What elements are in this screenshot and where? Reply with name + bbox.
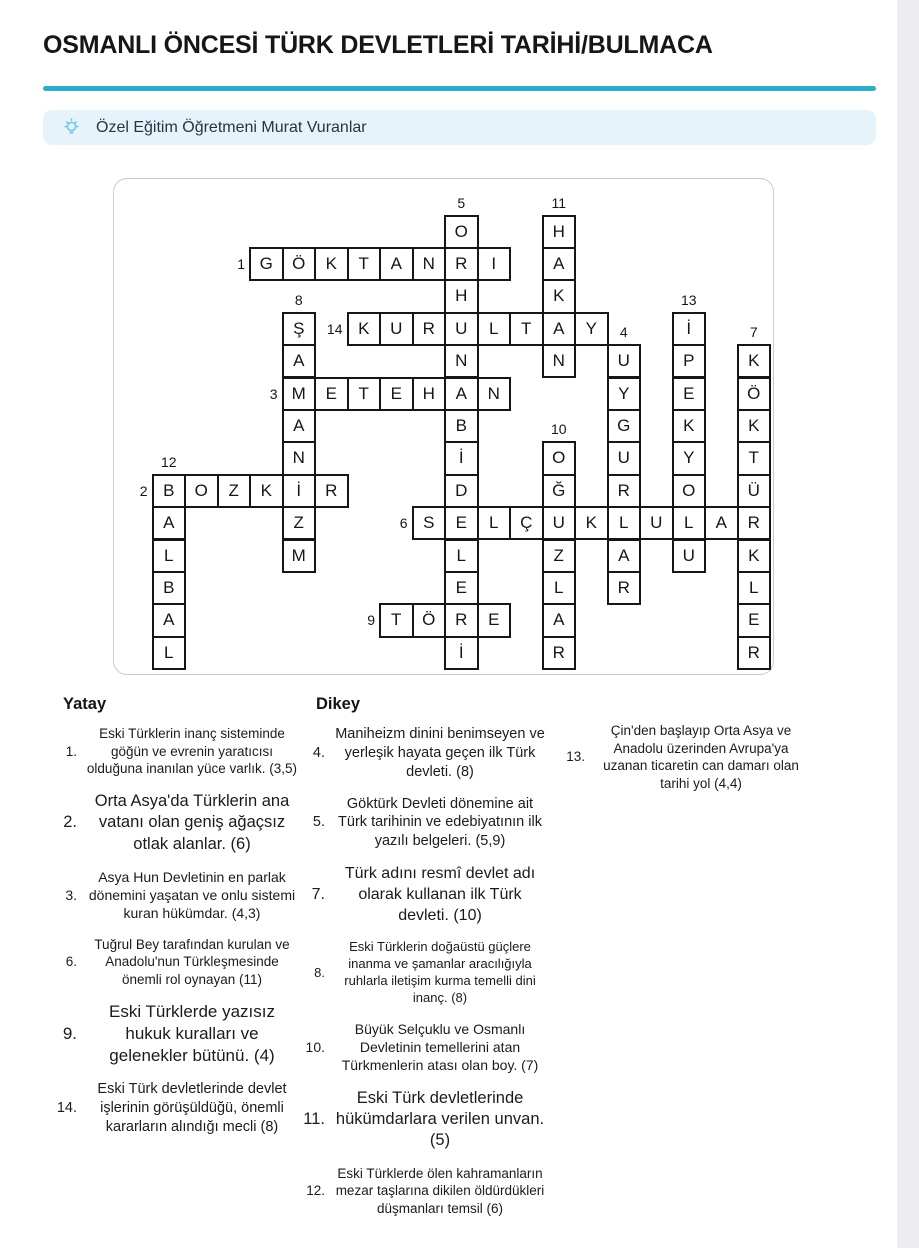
across-clue-list bbox=[48, 725, 300, 1137]
grid-cell: T bbox=[347, 377, 382, 411]
grid-cell: K bbox=[737, 539, 772, 573]
clue-number: 9. bbox=[62, 1024, 77, 1044]
clue-number-label: 8 bbox=[294, 291, 303, 308]
grid-cell: A bbox=[542, 603, 577, 637]
grid-cell: B bbox=[152, 571, 187, 605]
grid-cell: A bbox=[379, 247, 414, 281]
clue-item bbox=[296, 1165, 548, 1218]
grid-cell: N bbox=[444, 344, 479, 378]
grid-cell: K bbox=[737, 409, 772, 443]
grid-cell: B bbox=[444, 409, 479, 443]
down-clue-list bbox=[296, 725, 548, 1218]
author-banner bbox=[43, 110, 876, 145]
clue-text: Tuğrul Bey tarafından kurulan ve Anadolu'nun Türkleşmesinde önemli rol oynayan (11) bbox=[94, 936, 290, 987]
clue-number-label: 5 bbox=[457, 194, 466, 211]
grid-cell: Z bbox=[542, 539, 577, 573]
clue-item bbox=[48, 1080, 300, 1137]
clue-number-label: 13 bbox=[680, 291, 697, 308]
clue-text: Büyük Selçuklu ve Osmanlı Devletinin temellerini atan Türkmenlerin atası olan boy. (7) bbox=[341, 1021, 539, 1074]
grid-cell: T bbox=[737, 441, 772, 475]
clue-text: Türk adını resmî devlet adı olarak kullanan ilk Türk devleti. (10) bbox=[344, 865, 536, 924]
grid-cell: H bbox=[542, 215, 577, 249]
grid-cell: Y bbox=[574, 312, 609, 346]
title-divider bbox=[43, 86, 876, 91]
clue-item bbox=[296, 939, 548, 1007]
clue-item bbox=[296, 725, 548, 782]
grid-cell: R bbox=[737, 636, 772, 670]
down-header: Dikey bbox=[316, 695, 361, 713]
grid-cell: R bbox=[607, 571, 642, 605]
grid-cell: Ö bbox=[412, 603, 447, 637]
clue-item bbox=[296, 795, 548, 852]
grid-cell: H bbox=[412, 377, 447, 411]
grid-cell: I bbox=[477, 247, 512, 281]
down-clues-column bbox=[296, 695, 548, 1231]
grid-cell: E bbox=[477, 603, 512, 637]
clue-number: 2. bbox=[63, 813, 77, 832]
clue-item bbox=[48, 936, 300, 989]
crossword-grid bbox=[114, 179, 773, 674]
clue-number-label: 6 bbox=[399, 515, 408, 532]
grid-cell: Ğ bbox=[542, 474, 577, 508]
grid-cell: L bbox=[444, 539, 479, 573]
grid-cell: K bbox=[574, 506, 609, 540]
clue-text: Eski Türk devletlerinde devlet işlerinin görüşüldüğü, önemli kararların alındığı mecli (8) bbox=[97, 1081, 287, 1136]
grid-cell: U bbox=[542, 506, 577, 540]
grid-cell: D bbox=[444, 474, 479, 508]
down-extra-clue-list bbox=[556, 722, 810, 792]
grid-cell: L bbox=[607, 506, 642, 540]
clue-number-label: 1 bbox=[237, 256, 245, 273]
grid-cell: İ bbox=[282, 474, 317, 508]
grid-cell: G bbox=[607, 409, 642, 443]
clue-number: 12. bbox=[306, 1183, 325, 1199]
clue-text: Asya Hun Devletinin en parlak dönemini yaşatan ve onlu sistemi kuran hükümdar. (4,3) bbox=[88, 868, 296, 922]
clue-text: Eski Türklerin doğaüstü güçlere inanma ve şamanlar aracılığıyla ruhlarla iletişim kurma temelli dini inanç. (8) bbox=[344, 939, 536, 1006]
clue-text: Eski Türk devletlerinde hükümdarlara verilen unvan. (5) bbox=[335, 1088, 545, 1150]
grid-cell: Ü bbox=[737, 474, 772, 508]
clue-item bbox=[296, 864, 548, 926]
lightbulb-icon bbox=[60, 116, 83, 139]
clue-item bbox=[48, 868, 300, 923]
grid-cell: K bbox=[672, 409, 707, 443]
grid-cell: U bbox=[444, 312, 479, 346]
clue-item bbox=[296, 1020, 548, 1075]
grid-cell: Z bbox=[217, 474, 252, 508]
grid-cell: A bbox=[282, 409, 317, 443]
grid-cell: T bbox=[379, 603, 414, 637]
clue-text: Göktürk Devleti dönemine ait Türk tarihinin ve edebiyatının ilk yazılı belgeleri. (5,9) bbox=[338, 795, 542, 850]
grid-cell: U bbox=[639, 506, 674, 540]
grid-cell: L bbox=[672, 506, 707, 540]
clue-number: 11. bbox=[303, 1110, 325, 1129]
clue-text: Maniheizm dinini benimseyen ve yerleşik hayata geçen ilk Türk devleti. (8) bbox=[335, 726, 545, 780]
clue-number-label: 7 bbox=[749, 324, 758, 341]
grid-cell: P bbox=[672, 344, 707, 378]
grid-cell: N bbox=[477, 377, 512, 411]
grid-cell: R bbox=[444, 603, 479, 637]
clue-number: 14. bbox=[56, 1100, 77, 1117]
clue-item bbox=[556, 722, 810, 792]
clue-number-label: 9 bbox=[367, 612, 375, 629]
grid-cell: T bbox=[347, 247, 382, 281]
clue-number-label: 2 bbox=[139, 482, 148, 499]
grid-cell: L bbox=[542, 571, 577, 605]
grid-cell: L bbox=[477, 312, 512, 346]
grid-cell: S bbox=[412, 506, 447, 540]
grid-cell: A bbox=[152, 506, 187, 540]
clue-text: Eski Türklerin inanç sisteminde göğün ve evrenin yaratıcısı olduğuna inanılan yüce varlık. (3,5) bbox=[86, 726, 298, 777]
clue-text: Orta Asya'da Türklerin ana vatanı olan geniş ağaçsız otlak alanlar. (6) bbox=[94, 791, 290, 853]
clue-number: 5. bbox=[312, 814, 325, 831]
grid-cell: N bbox=[282, 441, 317, 475]
grid-cell: E bbox=[444, 571, 479, 605]
grid-cell: L bbox=[152, 636, 187, 670]
page-title: OSMANLI ÖNCESİ TÜRK DEVLETLERİ TARİHİ/BULMACA bbox=[43, 31, 713, 59]
clue-item bbox=[48, 1001, 300, 1067]
clue-number-label: 10 bbox=[550, 421, 567, 438]
clue-number: 4. bbox=[312, 744, 325, 761]
grid-cell: Ö bbox=[737, 377, 772, 411]
grid-cell: N bbox=[412, 247, 447, 281]
grid-cell: E bbox=[737, 603, 772, 637]
grid-cell: K bbox=[347, 312, 382, 346]
grid-cell: U bbox=[607, 344, 642, 378]
grid-cell: İ bbox=[444, 636, 479, 670]
grid-cell: E bbox=[672, 377, 707, 411]
clue-item bbox=[48, 791, 300, 855]
grid-cell: İ bbox=[672, 312, 707, 346]
crossword-card bbox=[113, 178, 774, 675]
grid-cell: R bbox=[607, 474, 642, 508]
clue-number-label: 11 bbox=[551, 194, 567, 211]
clue-text: Eski Türklerde ölen kahramanların mezar taşlarına dikilen öldürdükleri düşmanları temsil (6) bbox=[335, 1165, 545, 1216]
grid-cell: Y bbox=[672, 441, 707, 475]
grid-cell: T bbox=[509, 312, 544, 346]
grid-cell: L bbox=[152, 539, 187, 573]
grid-cell: A bbox=[542, 247, 577, 281]
grid-cell: E bbox=[379, 377, 414, 411]
grid-cell: L bbox=[477, 506, 512, 540]
grid-cell: K bbox=[314, 247, 349, 281]
clue-number: 6. bbox=[65, 954, 77, 970]
grid-cell: R bbox=[737, 506, 772, 540]
grid-cell: O bbox=[542, 441, 577, 475]
grid-cell: N bbox=[542, 344, 577, 378]
grid-cell: R bbox=[542, 636, 577, 670]
clue-number: 1. bbox=[65, 743, 77, 759]
grid-cell: A bbox=[444, 377, 479, 411]
grid-cell: U bbox=[379, 312, 414, 346]
across-header: Yatay bbox=[63, 695, 107, 713]
grid-cell: İ bbox=[444, 441, 479, 475]
grid-cell: B bbox=[152, 474, 187, 508]
clue-number-label: 12 bbox=[160, 453, 177, 470]
author-text: Özel Eğitim Öğretmeni Murat Vuranlar bbox=[96, 118, 367, 136]
grid-cell: K bbox=[249, 474, 284, 508]
clue-number: 3. bbox=[65, 887, 77, 904]
grid-cell: R bbox=[314, 474, 349, 508]
clue-text: Çin'den başlayıp Orta Asya ve Anadolu üzerinden Avrupa'ya uzanan ticaretin can damarı olan tarihi yol (4,4) bbox=[603, 723, 799, 791]
grid-cell: Ö bbox=[282, 247, 317, 281]
clue-item bbox=[48, 725, 300, 778]
grid-cell: O bbox=[672, 474, 707, 508]
grid-cell: U bbox=[607, 441, 642, 475]
clue-number: 13. bbox=[566, 749, 585, 765]
clue-number: 7. bbox=[311, 885, 325, 903]
grid-cell: A bbox=[607, 539, 642, 573]
grid-cell: M bbox=[282, 377, 317, 411]
clue-text: Eski Türklerde yazısız hukuk kuralları ve gelenekler bütünü. (4) bbox=[109, 1002, 275, 1066]
grid-cell: K bbox=[542, 279, 577, 313]
grid-cell: O bbox=[444, 215, 479, 249]
grid-cell: E bbox=[314, 377, 349, 411]
clue-number: 8. bbox=[314, 964, 325, 980]
grid-cell: H bbox=[444, 279, 479, 313]
grid-cell: O bbox=[184, 474, 219, 508]
grid-cell: Ş bbox=[282, 312, 317, 346]
grid-cell: Ç bbox=[509, 506, 544, 540]
across-clues-column bbox=[48, 695, 300, 1150]
grid-cell: R bbox=[444, 247, 479, 281]
grid-cell: U bbox=[672, 539, 707, 573]
grid-cell: A bbox=[282, 344, 317, 378]
grid-cell: Z bbox=[282, 506, 317, 540]
grid-cell: G bbox=[249, 247, 284, 281]
grid-cell: E bbox=[444, 506, 479, 540]
grid-cell: K bbox=[737, 344, 772, 378]
clue-number-label: 3 bbox=[269, 385, 278, 402]
grid-cell: Y bbox=[607, 377, 642, 411]
clue-number-label: 4 bbox=[619, 324, 628, 341]
clue-number-label: 14 bbox=[326, 320, 343, 337]
down-clues-extra-column bbox=[556, 722, 810, 805]
clue-number: 10. bbox=[305, 1039, 325, 1056]
page-edge-strip bbox=[897, 0, 919, 1248]
grid-cell: A bbox=[152, 603, 187, 637]
grid-cell: L bbox=[737, 571, 772, 605]
clue-item bbox=[296, 1088, 548, 1152]
grid-cell: A bbox=[542, 312, 577, 346]
grid-cell: R bbox=[412, 312, 447, 346]
grid-cell: M bbox=[282, 539, 317, 573]
grid-cell: A bbox=[704, 506, 739, 540]
